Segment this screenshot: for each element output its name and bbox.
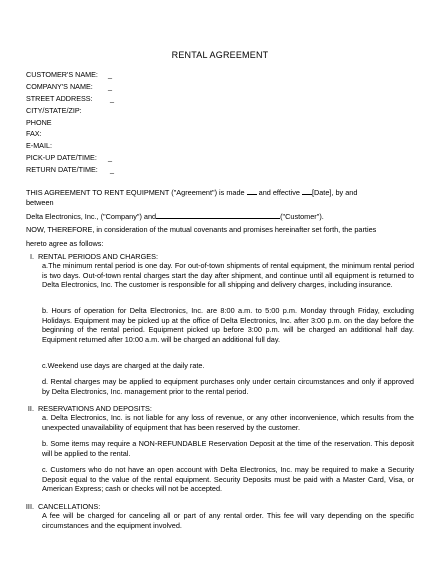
field-label: FAX:: [26, 129, 42, 139]
intro-text: ("Customer").: [280, 212, 324, 221]
intro-text: Delta Electronics, Inc., ("Company") and: [26, 212, 157, 221]
field-mark: _: [110, 165, 114, 175]
section-paragraph: d. Rental charges may be applied to equipment purchases only under certain circumstances and only if approved by Delta Electronics, Inc. management prior to the rental period.: [42, 377, 414, 396]
field-label: PHONE: [26, 117, 52, 127]
field-street-address: [26, 93, 114, 105]
section-paragraph: c.Weekend use days are charged at the daily rate.: [42, 361, 205, 370]
field-mark: _: [110, 93, 114, 103]
field-return-datetime: [26, 164, 114, 176]
customer-blank: [156, 211, 280, 219]
section-paragraph: c. Customers who do not have an open account with Delta Electronics, Inc. may be required to make a Security Deposit equal to the value of the rental equipment. Security Deposits must be paid with a Master Card, Visa, or American Express; cash or checks will not be accepted.: [42, 465, 414, 494]
field-email: [26, 140, 98, 152]
intro-text: and effective: [258, 188, 300, 197]
customer-info-fields: [26, 69, 114, 176]
field-mark: _: [108, 153, 112, 163]
intro-line-5: hereto agree as follows:: [26, 239, 104, 248]
intro-line-2: between: [26, 198, 54, 207]
section-title: RESERVATIONS AND DEPOSITS:: [38, 404, 152, 413]
section-paragraph: A fee will be charged for canceling all or part of any rental order. This fee will vary depending on the specific circumstances and the equipment involved.: [42, 511, 414, 530]
field-label: STREET ADDRESS:: [26, 93, 93, 103]
section-paragraph: b. Hours of operation for Delta Electronics, Inc. are 8:00 a.m. to 5:00 p.m. Monday through Friday, excluding Holidays. Equipment may be picked up at the office of Delta Electronics, Inc. after 3:00 p.m. on the day before the beginning of the rental period. Equipment picked up before 3:00 p.m. will be charged an additional half day. Equipment returned after 10:00 a.m. will be charged an additional full day.: [42, 306, 414, 344]
field-label: COMPANY'S NAME:: [26, 81, 93, 91]
field-pickup-datetime: [26, 152, 112, 164]
section-title: CANCELLATIONS:: [38, 502, 101, 511]
field-label: CUSTOMER'S NAME:: [26, 70, 98, 79]
page-title: RENTAL AGREEMENT: [171, 50, 269, 60]
section-number: II.: [27, 404, 34, 413]
intro-line-3: [26, 211, 324, 222]
field-phone: [26, 117, 98, 129]
field-fax: [26, 128, 98, 140]
intro-text: [Date], by and: [311, 188, 358, 197]
field-label: E-MAIL:: [26, 141, 52, 151]
field-label: CITY/STATE/ZIP:: [26, 105, 82, 115]
section-paragraph: a. Delta Electronics, Inc. is not liable for any loss of revenue, or any other inconvenience, which results from the unexpected unavailability of equipment that has been reserved by the customer.: [42, 413, 414, 432]
date-blank: [302, 187, 312, 195]
field-label: RETURN DATE/TIME:: [26, 165, 98, 175]
intro-line-1: [26, 187, 357, 198]
field-customer-name: [26, 69, 112, 81]
field-label: PICK-UP DATE/TIME:: [26, 153, 97, 163]
intro-text: THIS AGREEMENT TO RENT EQUIPMENT ("Agreement") is made: [26, 188, 245, 197]
section-number: III.: [25, 502, 34, 511]
section-number: I.: [29, 252, 34, 261]
field-city-state-zip: [26, 105, 98, 117]
field-company-name: [26, 81, 112, 93]
blank-line: [247, 187, 257, 195]
section-paragraph: b. Some items may require a NON-REFUNDABLE Reservation Deposit at the time of the reservation. This deposit will be applied to the rental.: [42, 439, 414, 458]
intro-line-4: NOW, THEREFORE, in consideration of the mutual covenants and promises hereinafter set forth, the parties: [26, 225, 377, 234]
field-mark: _: [108, 81, 112, 91]
section-paragraph: a.The minimum rental period is one day. For out-of-town shipments of rental equipment, the minimum rental period is two days. Out-of-town rental charges start the day after shipment, and continue until all equipment is returned to Delta Electronics, Inc. The customer is responsible for all shipping and delivery charges, including insurance.: [42, 261, 414, 290]
section-title: RENTAL PERIODS AND CHARGES:: [38, 252, 159, 261]
field-mark: _: [108, 70, 112, 79]
